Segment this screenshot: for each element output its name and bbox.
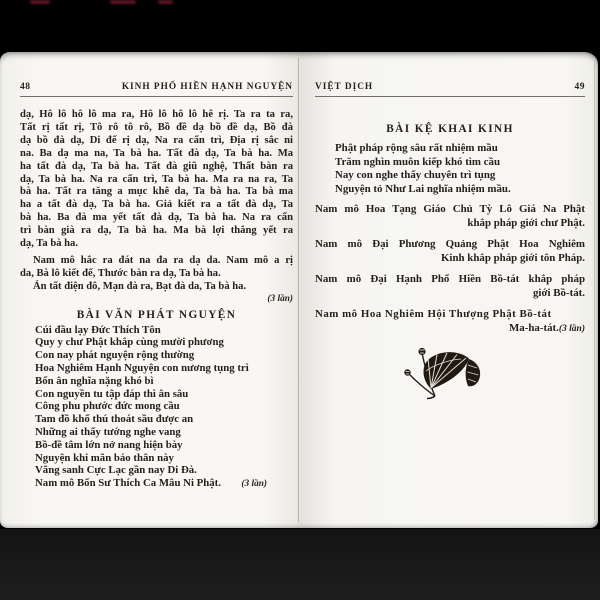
right-verse-block <box>315 142 585 196</box>
mantra-line: dạ, Hô lô hô lô ma ra, Hô lô hô lô hê rị. Ta ra ta ra, <box>20 109 293 120</box>
verse-line: Vãng sanh Cực Lạc gần nay Di Đà. <box>35 464 197 477</box>
verse-line: Nay con nghe thấy chuyên trì tụng <box>335 169 496 181</box>
book-gutter <box>298 58 299 522</box>
mantra-line: ha tất đà dạ, Ta bà ha. Tất đà giũ nghệ, Thất bàn ra <box>20 160 293 172</box>
verse-line: Con nguyền tu tập đáp thì ân sâu <box>35 387 189 400</box>
verse-line: Hoa Nghiêm Hạnh Nguyện con nương tụng trì <box>35 362 249 375</box>
invocation-line: Nam mô Hoa Nghiêm Hội Thượng Phật Bồ-tát <box>315 308 552 320</box>
verse-line: Con nay phát nguyện rộng thường <box>35 349 195 362</box>
verse-line: Trăm nghìn muôn kiếp khó tìm cầu <box>335 155 501 168</box>
mantra-line: ha a tất đà dạ, Ta bà ha. Giả kiết ra a tất đà dạ, Ta <box>20 199 293 211</box>
right-page <box>315 82 585 343</box>
invocation-line: giới Bồ-tát. <box>532 287 585 299</box>
right-page-header <box>315 82 585 97</box>
left-page <box>20 82 293 490</box>
mantra-line: dạ, Ta bà ha. <box>20 238 79 250</box>
mantra-line: bà ha. Ba đà ma yết tất đà dạ, Ta bà ha. Na ra cẩn <box>20 212 293 224</box>
verse-line: Cúi đầu lạy Đức Thích Tôn <box>35 323 161 336</box>
verse-line: Nguyện tỏ Như Lai nghĩa nhiệm mầu. <box>335 182 511 195</box>
mantra-line: na. Ba dạ ma na, Ta bà ha. Tất đà dạ, Ta bà ha. Ma <box>20 147 293 159</box>
repeat-count-note: (3 lần) <box>241 479 267 490</box>
mantra-line: bà ha. Tất ra tăng a mục khê da, Ta bà ha. Ta bà ma <box>20 186 293 198</box>
verse-line: Tam đồ khổ thú thoát sầu được an <box>35 413 194 426</box>
right-running-title: VIỆT DỊCH <box>315 82 374 92</box>
cropped-red-text-mark <box>110 0 136 4</box>
verse-line: Phật pháp rộng sâu rất nhiệm mầu <box>335 142 498 154</box>
an-mantra-line: Án tất điện đô, Mạn đà ra, Bạt đà da, Ta bà ha. <box>33 280 247 292</box>
invocation-line: Nam mô Hoa Tạng Giáo Chủ Tỳ Lô Giá Na Phật <box>315 203 585 215</box>
invocation-line: Ma-ha-tát. <box>508 322 559 334</box>
left-verse-block <box>20 324 293 491</box>
left-page-body <box>20 109 293 490</box>
closing-line-row <box>35 477 293 490</box>
left-page-number: 48 <box>20 82 31 92</box>
mantra-line: trì bàn già ra dạ, Ta bà ha. Ma bà lợi thắng yết ra <box>20 225 293 237</box>
invocation-line-row <box>315 321 585 336</box>
open-book-spread <box>0 52 598 528</box>
right-page-number: 49 <box>574 82 585 92</box>
invocation-paragraph <box>315 237 585 265</box>
mantra-line: Tất rị tất rị, Tô rô tô rô, Bồ đề dạ bồ đề dạ, Bồ đà <box>20 121 293 133</box>
invocation-paragraph <box>315 202 585 230</box>
invocation-paragraph <box>315 307 585 336</box>
left-page-header <box>20 82 293 97</box>
verse-line: Nguyện khi mãn báo thân này <box>35 451 174 464</box>
invocation-line: Nam mô Đại Hạnh Phổ Hiền Bồ-tát khắp pháp <box>315 273 585 285</box>
closing-homage-line: Nam mô Bổn Sư Thích Ca Mâu Ni Phật. <box>35 477 221 490</box>
table-surface <box>0 529 600 600</box>
verse-line: Bồ-đề tâm lớn nở nang hiện bày <box>35 438 183 451</box>
invocation-line: Nam mô Đại Phương Quảng Phật Hoa Nghiêm <box>315 238 585 250</box>
lotus-ornament-image <box>398 345 490 403</box>
invocation-paragraph <box>315 272 585 300</box>
cropped-red-text-mark <box>30 0 50 4</box>
page-stack-edge <box>594 58 595 520</box>
invocation-line: khắp pháp giới chư Phật. <box>467 217 585 229</box>
repeat-count-note: (3 lần) <box>558 324 585 334</box>
verse-line: Những ai thấy tướng nghe vang <box>35 426 181 439</box>
invocation-line: Kinh khắp pháp giới tôn Pháp. <box>440 252 585 264</box>
cropped-red-text-mark <box>158 0 173 4</box>
left-running-title: KINH PHỔ HIỀN HẠNH NGUYỆN <box>121 82 293 92</box>
mantra-line: dạ bồ đà dạ, Di đế rị dạ, Na ra cẩn trì, Địa rị sắc ni <box>20 134 293 146</box>
namo-line: da, Bà lô kiết đế, Thước bàn ra dạ, Ta bà ha. <box>20 267 221 279</box>
mantra-line: dạ, Ta bà ha. Na ra cẩn trì, Ta bà ha. Ma ra na ra, Ta <box>20 173 293 185</box>
verse-line: Công phu phước đức mong cầu <box>35 400 180 413</box>
repeat-count-note: (3 lần) <box>267 293 293 304</box>
namo-line: Nam mô hắc ra đát na đa ra dạ da. Nam mô a rị <box>33 254 293 266</box>
verse-line: Quy y chư Phật khắp cùng mười phương <box>35 336 224 349</box>
verse-line: Bốn ân nghĩa nặng khó bì <box>35 374 154 387</box>
section-heading-khai-kinh: BÀI KỆ KHAI KINH <box>386 123 514 135</box>
section-heading-phat-nguyen: BÀI VĂN PHÁT NGUYỆN <box>76 308 237 321</box>
invocation-list <box>315 202 585 336</box>
